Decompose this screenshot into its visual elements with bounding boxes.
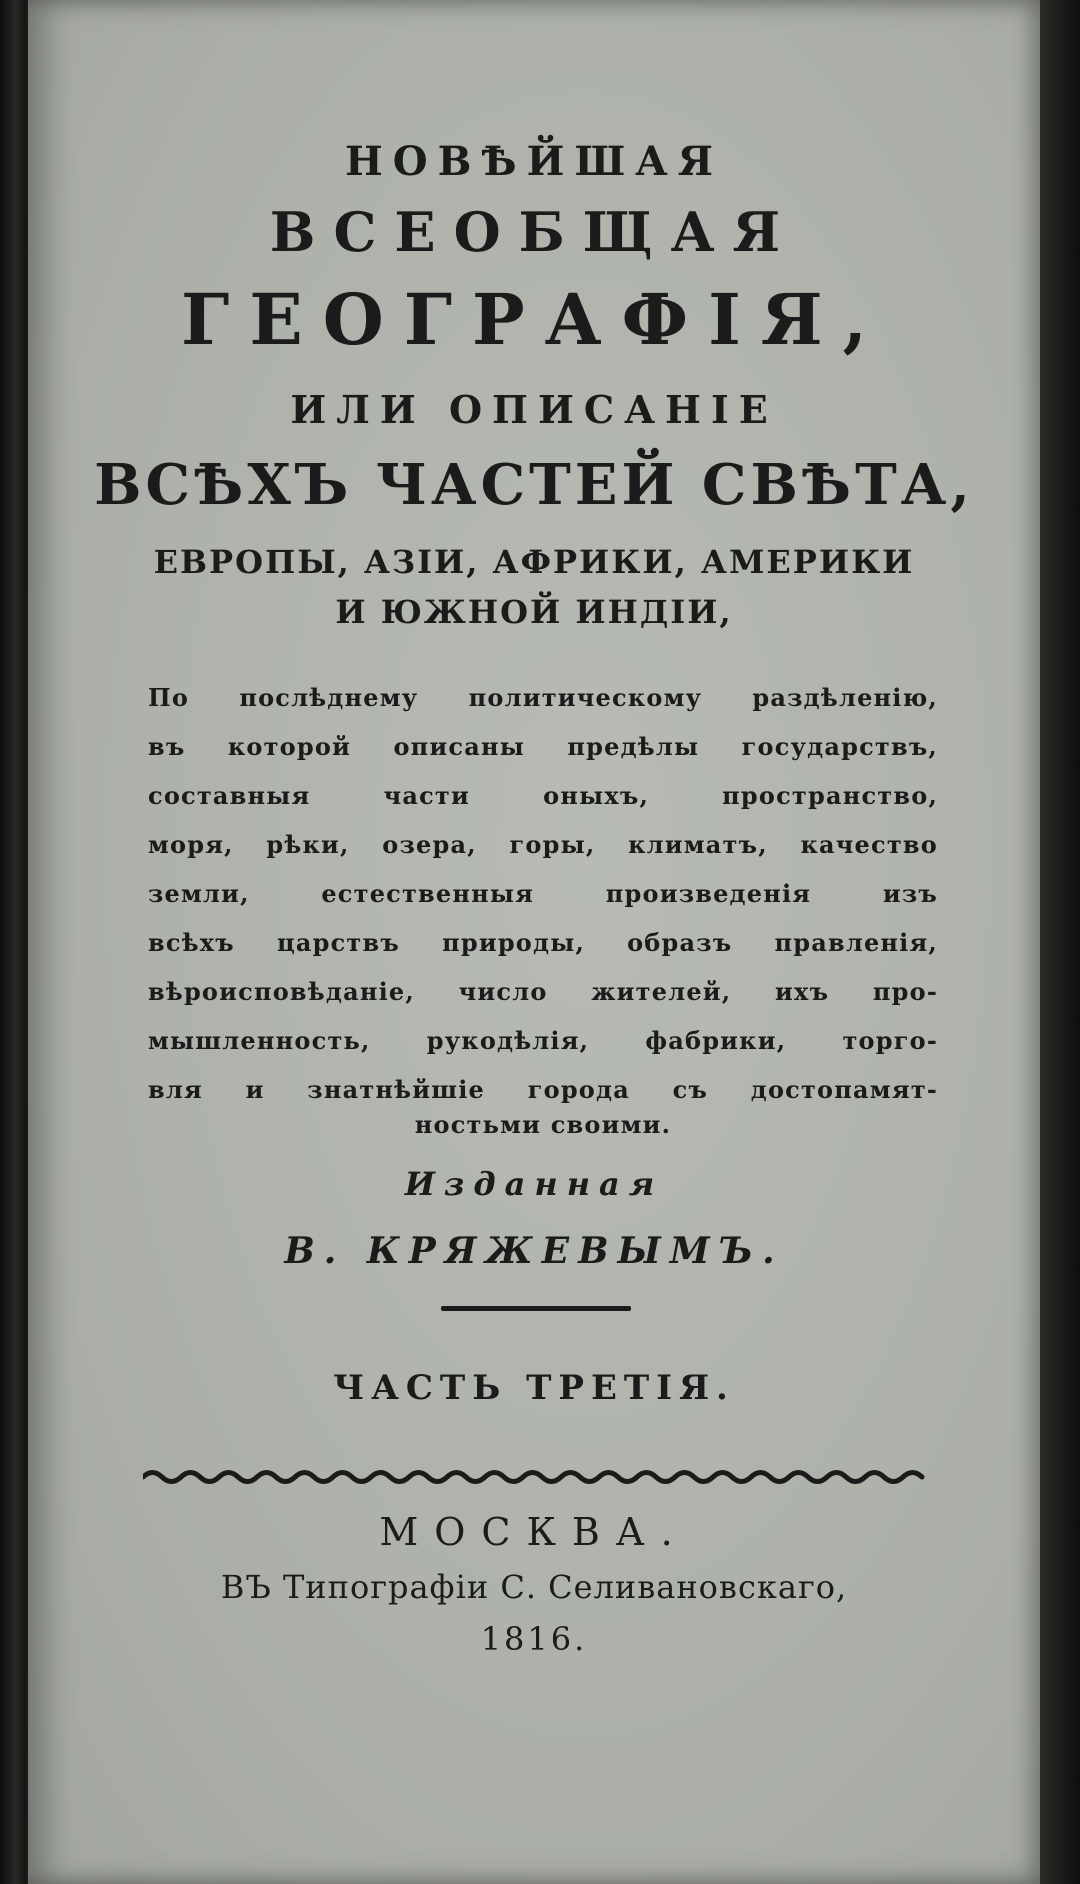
- publisher-name: В. КРЯЖЕВЫМЪ.: [284, 1230, 784, 1272]
- title-line-7: И ЮЖНОЙ ИНДІИ,: [335, 593, 733, 631]
- imprint-city: МОСКВА.: [379, 1510, 689, 1554]
- page-edge: [1040, 0, 1080, 1884]
- imprint-press: ВЪ Типографіи С. Селивановскаго,: [220, 1568, 848, 1606]
- description-line: вля и знатнѣйшіе города съ достопамят-: [148, 1075, 938, 1104]
- title-line-3: ГЕОГРАФІЯ,: [181, 278, 887, 361]
- description-line: въ которой описаны предѣлы государствъ,: [148, 732, 938, 761]
- description-line: составныя части оныхъ, пространство,: [148, 781, 938, 810]
- description-line: По послѣднему политическому раздѣленію,: [148, 683, 938, 712]
- title-line-5: ВСѢХЪ ЧАСТЕЙ СВѢТА,: [94, 452, 974, 518]
- page-content: [28, 0, 1040, 1884]
- description-line: земли, естественныя произведенія изъ: [148, 879, 938, 908]
- title-line-6: ЕВРОПЫ, АЗІИ, АФРИКИ, АМЕРИКИ: [153, 543, 915, 581]
- description-line: вѣроисповѣданіе, число жителей, ихъ про-: [148, 977, 938, 1006]
- description-line-last: ностьми своими.: [414, 1110, 672, 1139]
- description-line: мышленность, рукодѣлія, фабрики, торго-: [148, 1026, 938, 1055]
- title-line-2: ВСЕОБЩАЯ: [269, 200, 799, 264]
- title-page: [28, 0, 1040, 1884]
- publisher-label: Изданная: [404, 1165, 664, 1203]
- imprint-year: 1816.: [480, 1620, 588, 1658]
- title-line-1: НОВѢЙШАЯ: [344, 138, 724, 185]
- description-line: всѣхъ царствъ природы, образъ правленія,: [148, 928, 938, 957]
- title-line-4: ИЛИ ОПИСАНІЕ: [290, 387, 778, 432]
- divider-rule: [441, 1306, 631, 1311]
- description-line: моря, рѣки, озера, горы, климатъ, качество: [148, 830, 938, 859]
- ornamental-rule: [143, 1468, 933, 1486]
- book-spine: [0, 0, 26, 1884]
- part-heading: ЧАСТЬ ТРЕТІЯ.: [333, 1368, 735, 1408]
